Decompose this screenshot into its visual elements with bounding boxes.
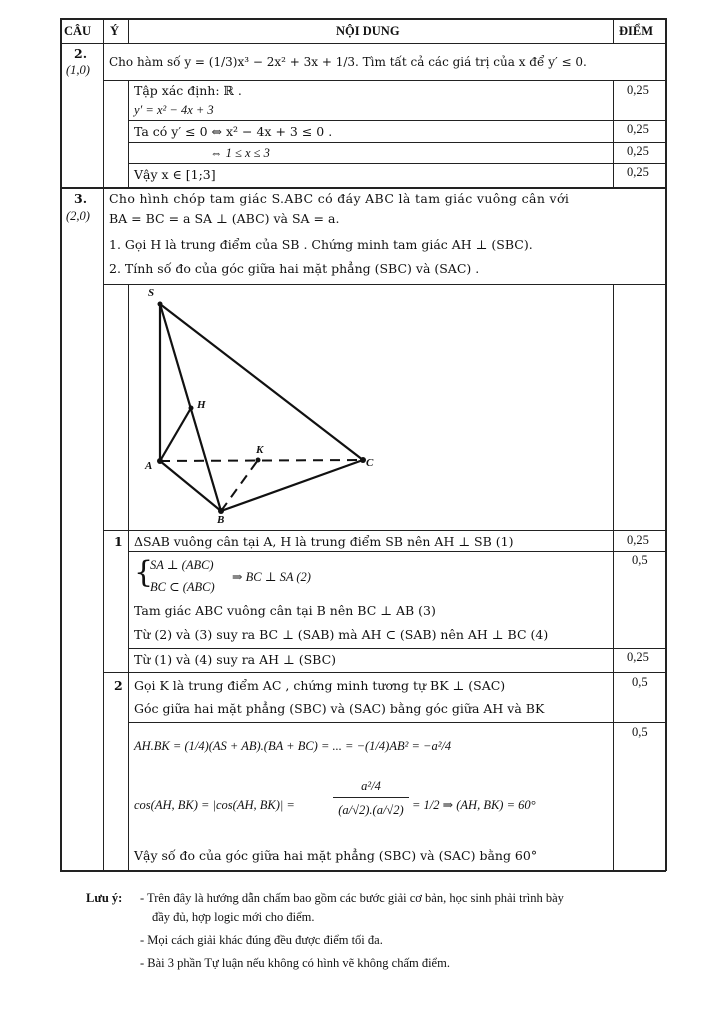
q2-step3: ⇔ 1 ≤ x ≤ 3	[210, 146, 270, 160]
part2-conclusion: Vậy số đo của góc giữa hai mặt phẳng (SBC) và (SAC) bằng 60°	[134, 848, 538, 863]
part2-cos-num: a²/4	[361, 779, 381, 793]
part2-cos-right: = 1/2 ⇒ (AH, BK) = 60°	[412, 798, 536, 812]
label-a: A	[145, 460, 153, 472]
q3-prompt-line1: Cho hình chóp tam giác S.ABC có đáy ABC là tam giác vuông cân với	[109, 191, 570, 206]
notes-item3: - Bài 3 phần Tự luận nếu không có hình vẽ không chấm điểm.	[140, 956, 450, 970]
part2-dot-product: AH.BK = (1/4)(AS + AB).(BA + BC) = ... = −(1/4)AB² = −a²/4	[134, 739, 452, 753]
label-h: H	[197, 399, 206, 411]
edge-ab	[160, 461, 221, 511]
part1-row1: ΔSAB vuông cân tại A, H là trung điểm SB nên AH ⊥ SB (1)	[134, 534, 514, 549]
part1-sys-bottom: BC ⊂ (ABC)	[150, 580, 215, 594]
fraction-bar	[333, 797, 409, 798]
q3-points: (2,0)	[66, 209, 90, 223]
brace-icon: {	[134, 555, 154, 590]
q2-step4: Vậy x ∈ [1;3]	[134, 167, 216, 182]
header-cau: CÂU	[64, 24, 92, 38]
q2-step2-score: 0,25	[627, 122, 649, 136]
point-s	[158, 302, 163, 307]
q2-label: 2.	[74, 46, 88, 61]
edge-ac-hidden	[160, 460, 363, 461]
edge-bc	[221, 460, 363, 511]
q2-step1-score: 0,25	[627, 83, 649, 97]
label-b: B	[217, 514, 225, 526]
q2-step4-score: 0,25	[627, 165, 649, 179]
edge-sc	[160, 304, 363, 460]
notes-item1-line2: đầy đủ, hợp logic mới cho điểm.	[152, 910, 315, 924]
part2-row1: Gọi K là trung điểm AC , chứng minh tương tự BK ⊥ (SAC)	[134, 678, 506, 693]
notes-item1-line1: - Trên đây là hướng dẫn chấm bao gồm các bước giải cơ bản, học sinh phải trình bày	[140, 891, 564, 905]
header-diem: ĐIỂM	[619, 24, 654, 38]
part1-sys-result: ⇒ BC ⊥ SA (2)	[232, 570, 311, 584]
part2-row2: Góc giữa hai mặt phẳng (SBC) và (SAC) bằng góc giữa AH và BK	[134, 701, 545, 716]
part1-row3: Tam giác ABC vuông cân tại B nên BC ⊥ AB (3)	[134, 603, 436, 618]
q3-task1: 1. Gọi H là trung điểm của SB . Chứng minh tam giác AH ⊥ (SBC).	[109, 237, 533, 252]
point-k	[256, 458, 261, 463]
part2-label: 2	[114, 678, 123, 693]
part1-row2-score: 0,5	[632, 553, 648, 567]
part1-sys-top: SA ⊥ (ABC)	[150, 558, 214, 572]
part1-row4: Từ (2) và (3) suy ra BC ⊥ (SAB) mà AH ⊂ (SAB) nên AH ⊥ BC (4)	[134, 627, 549, 642]
q3-label: 3.	[74, 191, 88, 206]
point-a	[157, 458, 163, 464]
point-h	[189, 406, 194, 411]
notes-item2: - Mọi cách giải khác đúng đều được điểm tối đa.	[140, 933, 383, 947]
q2-step2: Ta có y′ ≤ 0 ⇔ x² − 4x + 3 ≤ 0 .	[134, 124, 333, 139]
q2-step1-line1: Tập xác định: ℝ .	[134, 83, 242, 98]
header-y: Ý	[110, 24, 120, 38]
q2-step1-line2: y′ = x² − 4x + 3	[134, 103, 214, 117]
part1-row1-score: 0,25	[627, 533, 649, 547]
q2-step3-score: 0,25	[627, 144, 649, 158]
header-noidung: NỘI DUNG	[336, 24, 400, 38]
part2-row34-score: 0,5	[632, 725, 648, 739]
label-s: S	[148, 287, 155, 299]
part1-row5: Từ (1) và (4) suy ra AH ⊥ (SBC)	[134, 652, 337, 667]
segment-ah	[160, 408, 191, 461]
part2-cos-den: (a/√2).(a/√2)	[338, 803, 404, 817]
q2-points: (1,0)	[66, 63, 90, 77]
part2-row12-score: 0,5	[632, 675, 648, 689]
q3-task2: 2. Tính số đo của góc giữa hai mặt phẳng (SBC) và (SAC) .	[109, 261, 480, 276]
part1-row5-score: 0,25	[627, 650, 649, 664]
part1-label: 1	[114, 534, 123, 549]
label-k: K	[256, 444, 264, 456]
label-c: C	[366, 457, 374, 469]
q2-prompt: Cho hàm số y = (1/3)x³ − 2x² + 3x + 1/3. Tìm tất cả các giá trị của x để y′ ≤ 0.	[109, 55, 587, 69]
notes-label: Lưu ý:	[86, 891, 123, 905]
part2-cos-left: cos(AH, BK) = |cos(AH, BK)| =	[134, 798, 295, 812]
q3-prompt-line2: BA = BC = a SA ⊥ (ABC) và SA = a.	[109, 211, 340, 226]
